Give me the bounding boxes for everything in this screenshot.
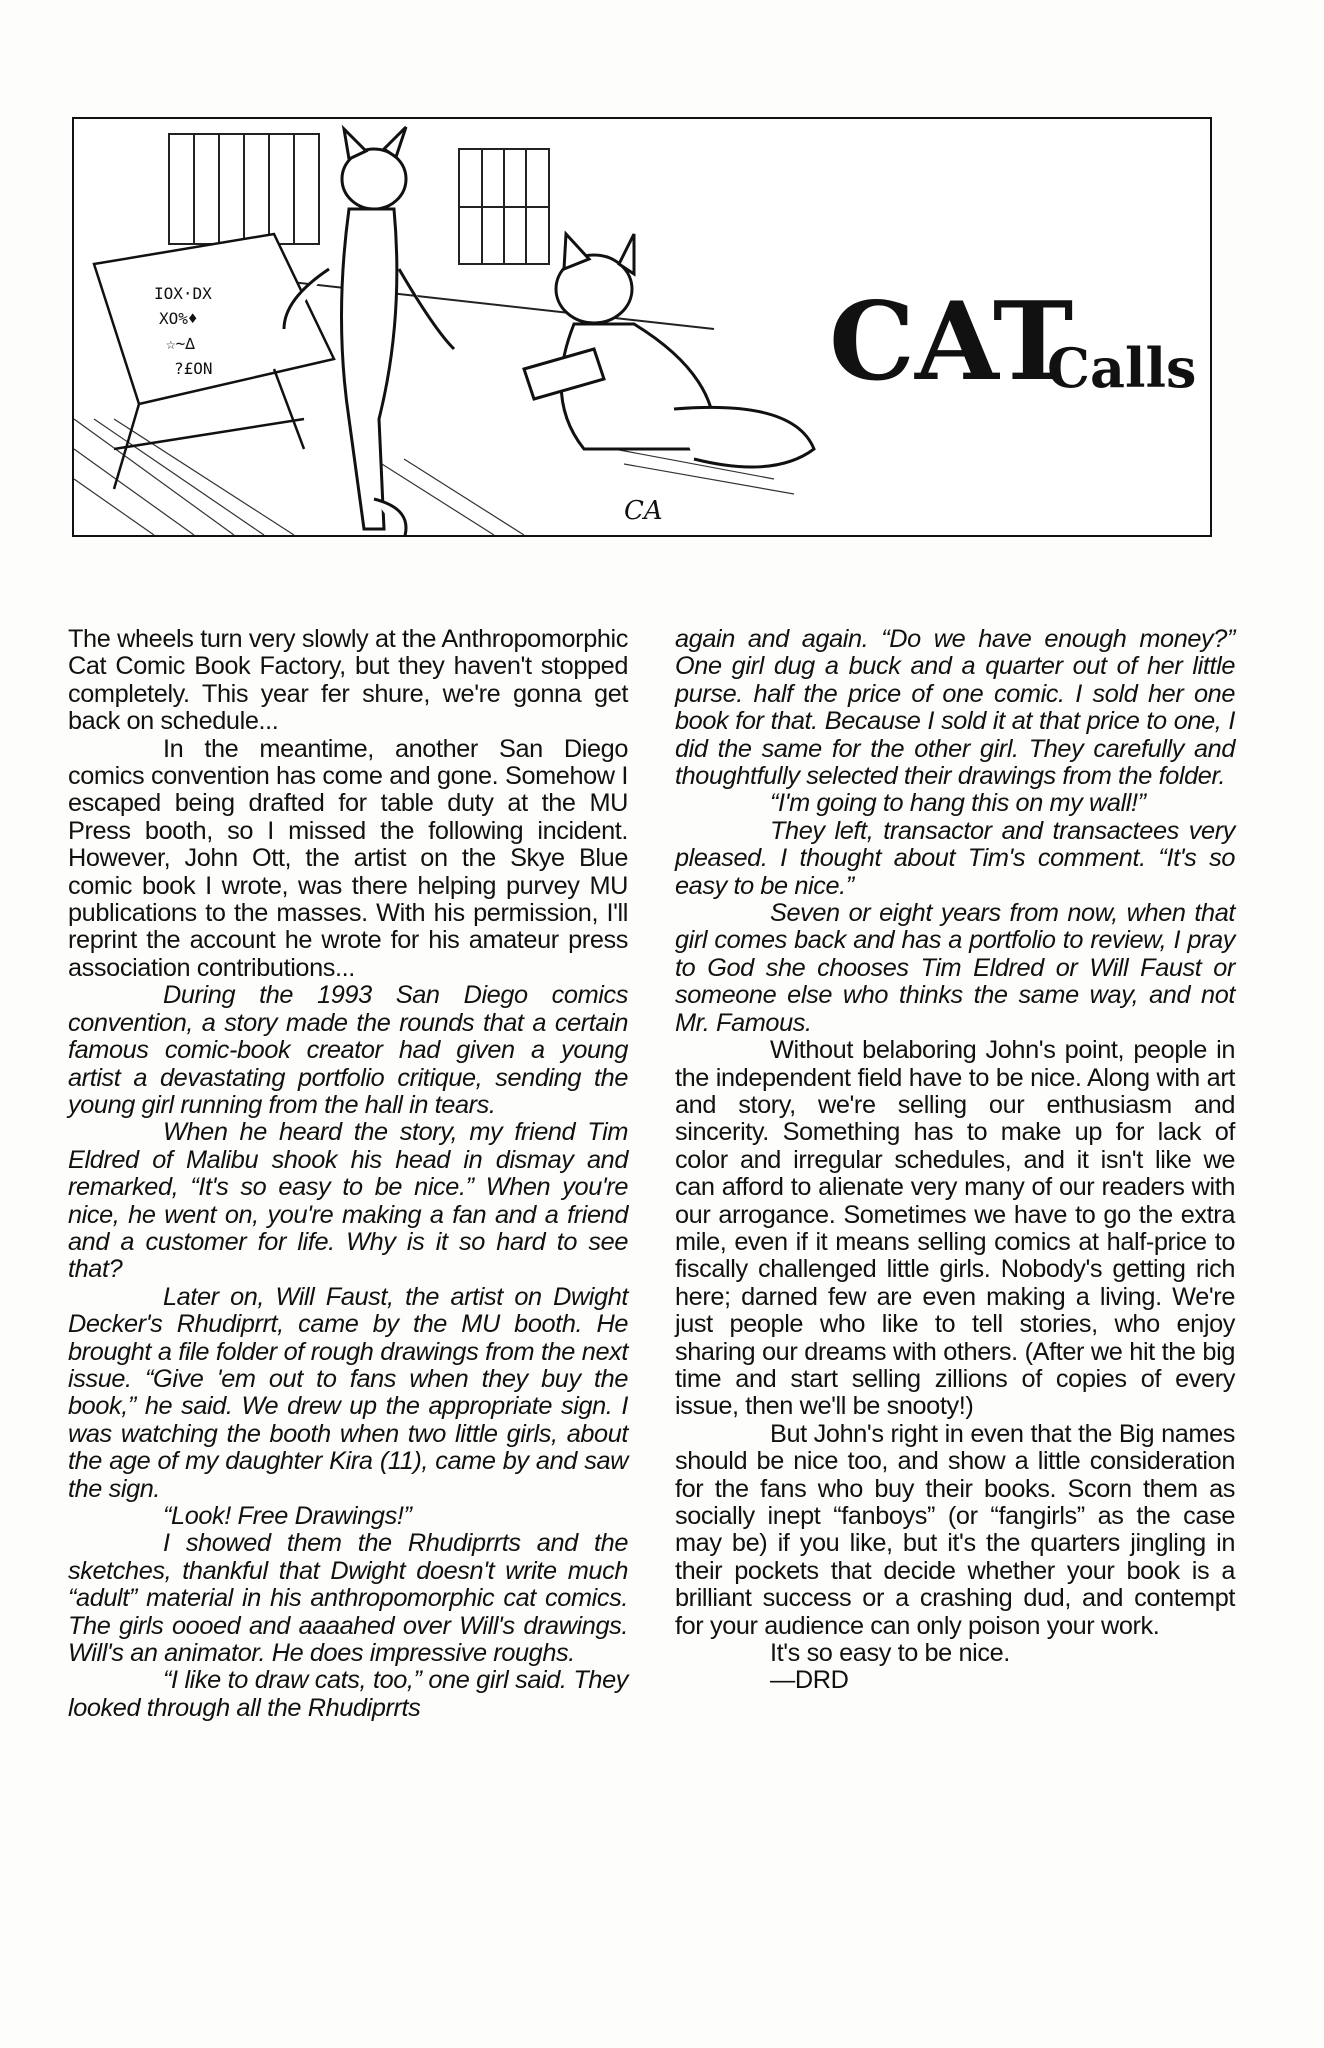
svg-text:?£ON: ?£ON: [174, 359, 213, 378]
svg-text:XO%♦: XO%♦: [159, 309, 198, 328]
paragraph-1: The wheels turn very slowly at the Anthropomorphic Cat Comic Book Factory, but they haven't stopped completely. This year fer shure, we're gonna get back on schedule...: [68, 625, 628, 736]
paragraph-9: again and again. “Do we have enough money?” One girl dug a buck and a quarter out of her little purse. half the price of one comic. I sold her one book for that. Because I sold it at that price to one, I did the same for the other girl. They carefully and thoughtfully selected their drawings from the folder.: [675, 625, 1235, 791]
signature: —DRD: [770, 1666, 849, 1695]
paragraph-3: During the 1993 San Diego comics convention, a story made the rounds that a certain famous comic-book creator had given a young artist a devastating portfolio critique, sending the young girl running from the hall in tears.: [68, 981, 628, 1119]
paragraph-15: It's so easy to be nice.: [770, 1639, 1010, 1668]
paragraph-5: Later on, Will Faust, the artist on Dwight Decker's Rhudiprrt, came by the MU booth. He brought a file folder of rough drawings from the next issue. “Give 'em out to fans when they buy the book,” he said. We drew up the appropriate sign. I was watching the booth when two little girls, about the age of my daughter Kira (11), came by and saw the sign.: [68, 1282, 628, 1503]
paragraph-6: “Look! Free Drawings!”: [163, 1502, 412, 1530]
paragraph-7: I showed them the Rhudiprrts and the sketches, thankful that Dwight doesn't write much “adult” material in his anthropomorphic cat comics. The girls oooed and aaaahed over Will's drawings. Will's an animator. He does impressive roughs.: [68, 1529, 628, 1668]
paragraph-8: “I like to draw cats, too,” one girl said. They looked through all the Rhudiprrts: [68, 1666, 628, 1722]
header-title: [819, 249, 1212, 419]
svg-text:☆~∆: ☆~∆: [166, 334, 195, 353]
header-illustration: [74, 119, 874, 535]
paragraph-4: When he heard the story, my friend Tim Eldred of Malibu shook his head in dismay and remarked, “It's so easy to be nice.” When you're nice, he went on, you're making a fan and a friend and a customer for life. Why is it so hard to see that?: [68, 1118, 628, 1284]
svg-text:CA: CA: [624, 496, 663, 526]
artist-signature: [619, 489, 679, 529]
title-big: CAT: [829, 279, 1074, 405]
left-column: [68, 626, 628, 1722]
paragraph-14: But John's right in even that the Big names should be nice too, and show a little consideration for the fans who buy their books. Scorn them as socially inept “fanboys” (or “fangirls” as the case may be) if you like, but it's the quarters jingling in their pockets that decide whether your book is a brilliant success or a crashing dud, and contempt for your audience can only poison your work.: [675, 1419, 1235, 1640]
paragraph-2: In the meantime, another San Diego comics convention has come and gone. Somehow I escaped being drafted for table duty at the MU Press booth, so I missed the following incident. However, John Ott, the artist on the Skye Blue comic book I wrote, was there helping purvey MU publications to the masses. With his permission, I'll reprint the account he wrote for his amateur press association contributions...: [68, 734, 628, 982]
paragraph-13: Without belaboring John's point, people in the independent field have to be nice. Along with art and story, we're selling our enthusiasm and sincerity. Something has to make up for lack of color and irregular schedules, and it isn't like we can afford to alienate very many of our readers with our arrogance. Sometimes we have to go the extra mile, even if it means selling comics at half-price to fiscally challenged little girls. Nobody's getting rich here; darned few are even making a living. We're just people who like to tell stories, who enjoy sharing our dreams with others. (After we hit the big time and start selling zillions of copies of every issue, then we'll be snooty!): [675, 1036, 1235, 1421]
right-column: [675, 626, 1235, 1695]
svg-text:IOX·DX: IOX·DX: [154, 284, 212, 303]
paragraph-10: “I'm going to hang this on my wall!”: [770, 789, 1146, 818]
title-small: Calls: [1047, 336, 1197, 400]
header-panel: [72, 117, 1212, 537]
paragraph-12: Seven or eight years from now, when that girl comes back and has a portfolio to review, I pray to God she chooses Tim Eldred or Will Faust or someone else who thinks the same way, and not Mr. Famous.: [675, 899, 1235, 1037]
paragraph-11: They left, transactor and transactees very pleased. I thought about Tim's comment. “It's so easy to be nice.”: [675, 816, 1235, 900]
